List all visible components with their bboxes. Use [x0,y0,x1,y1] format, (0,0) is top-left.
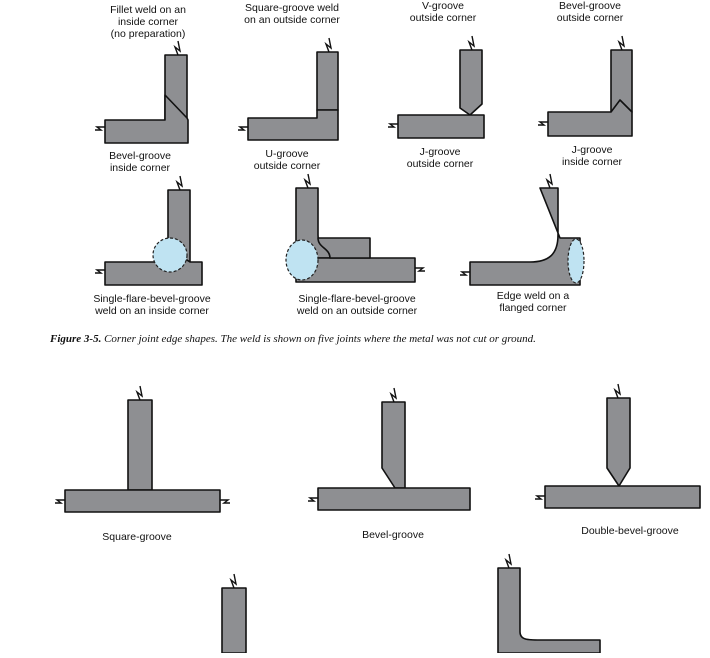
label-line: U-groove [265,148,309,160]
label-line: Single-flare-bevel-groove [298,293,416,305]
joint-bevel-groove-inside-corner [95,176,202,285]
label-line: outside corner [556,12,624,24]
label-line: inside corner [117,16,179,28]
label-line: flanged corner [499,302,567,314]
figure-number: Figure 3-5. [50,333,102,345]
label-line: weld on an outside corner [296,305,418,317]
figure-caption-text: Corner joint edge shapes. The weld is shown on five joints where the metal was not cut or ground. [104,333,536,345]
joint-u-groove-outside-corner [286,174,425,282]
label-tee-double-bevel-groove: Double-bevel-groove [581,525,679,537]
label-line: Edge weld on a [496,290,570,302]
label-single-flare-outside [297,293,417,317]
label-line: weld on an inside corner [95,305,209,317]
joint-j-groove-outside-corner [460,174,584,285]
figure-caption [50,333,536,345]
label-line: inside corner [109,162,171,174]
label-line: outside corner [409,12,477,24]
label-line: Bevel-groove [109,150,171,162]
label-single-flare-inside [93,293,210,317]
label-line: outside corner [253,160,321,172]
label-line: (no preparation) [110,28,186,40]
label-tee-square-groove: Square-groove [102,531,172,543]
label-line: Square-groove weld [245,2,339,14]
label-line: J-groove [419,146,461,158]
label-line: V-groove [421,0,465,12]
label-bevel-groove-outside [557,0,624,24]
joint-bottom-left-partial [222,574,246,653]
label-line: on an outside corner [244,14,340,26]
joint-square-groove-outside-corner [238,38,338,140]
label-j-groove-outside [407,146,474,170]
joint-fillet-inside-corner [95,41,188,143]
joint-bevel-groove-outside-corner [538,36,632,136]
label-j-groove-inside [562,144,622,168]
joint-bottom-right-partial [498,554,600,653]
label-line: J-groove [571,144,613,156]
label-line: Fillet weld on an [110,4,186,16]
label-line: Bevel-groove [559,0,621,12]
joint-tee-bevel-groove [308,388,470,510]
joint-tee-square-groove [55,386,230,512]
label-edge-weld-flanged [497,290,569,314]
joint-v-groove-outside-corner [388,36,484,138]
label-line: outside corner [406,158,474,170]
label-u-groove-outside [254,148,321,172]
label-square-groove-outside [244,2,340,26]
label-line: inside corner [561,156,623,168]
label-line: Single-flare-bevel-groove [93,293,211,305]
label-tee-bevel-groove: Bevel-groove [362,529,424,541]
joint-tee-double-bevel-groove [535,384,700,508]
label-bevel-groove-inside [109,150,171,174]
label-fillet-inside-corner [110,4,186,40]
label-v-groove-outside [410,0,477,24]
